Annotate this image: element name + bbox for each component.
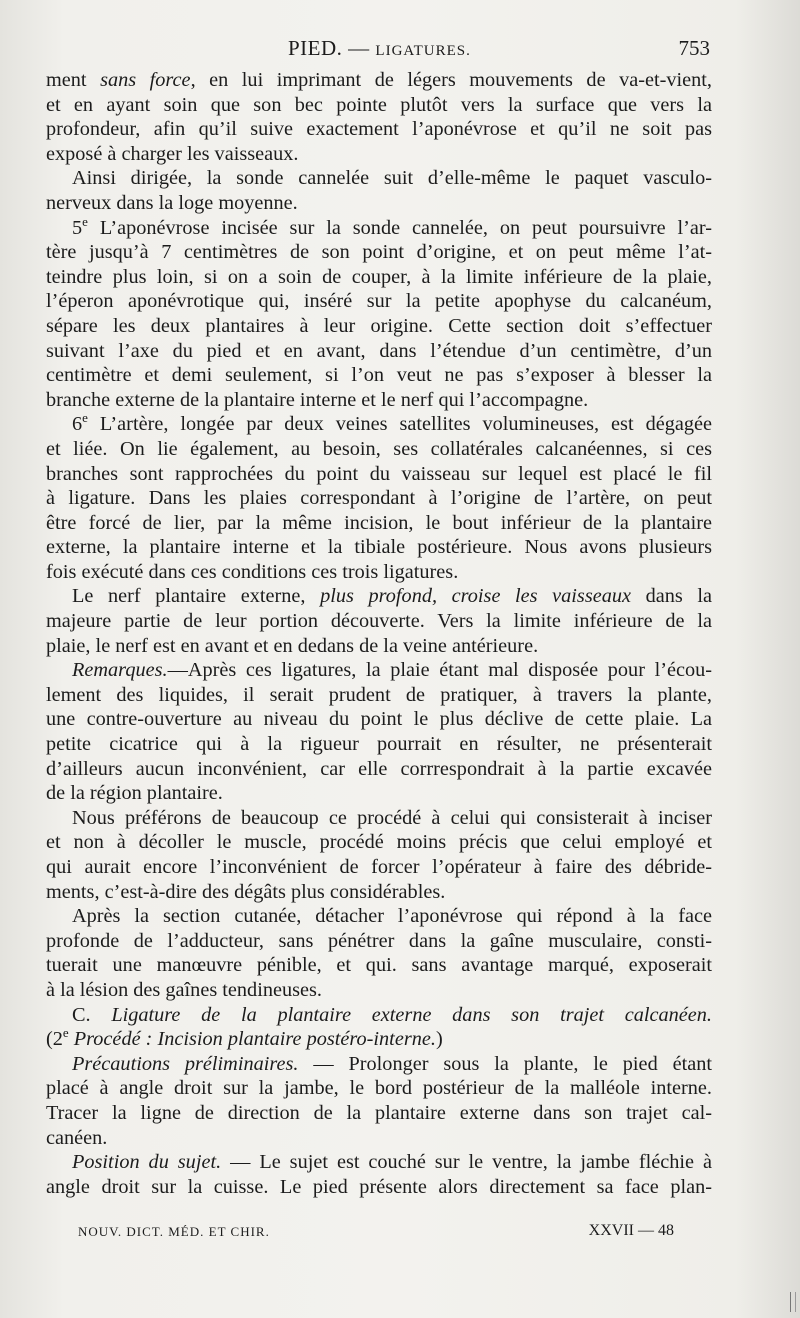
italic-text: sans force: [100, 69, 191, 91]
text-line: [46, 855, 712, 880]
text-line: [46, 240, 712, 265]
text-line: [46, 781, 712, 806]
text-run: à ligature. Dans les plaies correspondant à l’origine de l’artère, on peut: [46, 487, 712, 510]
running-title-sub: LIGATURES.: [375, 43, 471, 59]
text-run: de la région plantaire.: [46, 782, 223, 805]
italic-text: Précautions préliminaires.: [72, 1052, 299, 1075]
text-run: et non à décoller le muscle, procédé moins précis que celui employé et: [46, 831, 712, 854]
text-line: [46, 953, 712, 978]
text-run: et en ayant soin que son bec pointe plutôt vers la surface que vers la: [46, 93, 712, 116]
text-run: Le nerf plantaire externe,: [72, 585, 321, 608]
superscript: e: [82, 213, 88, 229]
text-line: [46, 609, 712, 634]
text-line: [46, 437, 712, 462]
text-line: [46, 584, 712, 609]
text-line: [46, 1150, 712, 1175]
text-line: [46, 412, 712, 437]
text-run: branches sont rapprochées du point du vaisseau sur lequel est placé le fil: [46, 462, 712, 485]
text-line: [46, 314, 712, 339]
text-run: (2: [46, 1028, 63, 1051]
text-line: [46, 265, 712, 290]
text-run: lement des liquides, il serait prudent de pratiquer, à travers la plante,: [46, 683, 712, 706]
text-run: plaie, le nerf est en avant et en dedans de la veine antérieure.: [46, 634, 539, 657]
text-run: —Après ces ligatures, la plaie étant mal disposée pour l’écou-: [167, 659, 712, 682]
text-line: [46, 1027, 712, 1052]
text-run: ments, c’est-à-dire des dégâts plus considérables.: [46, 880, 446, 903]
text-line: [46, 1126, 712, 1151]
italic-text: Remarques.: [72, 659, 168, 682]
page-number: 753: [678, 36, 710, 60]
text-run: L’artère, longée par deux veines satellites volumineuses, est dégagée: [87, 413, 712, 436]
text-line: [46, 929, 712, 954]
text-run: Ainsi dirigée, la sonde cannelée suit d’elle-même le paquet vasculo-: [72, 167, 712, 190]
text-line: [46, 1052, 712, 1077]
text-run: teindre plus loin, si on a soin de couper, à la limite inférieure de la plaie,: [46, 265, 712, 288]
text-line: [46, 117, 712, 142]
italic-text: Procédé : Incision plantaire postéro-interne.: [73, 1028, 436, 1051]
page-footer: [78, 1222, 678, 1244]
text-line: [46, 683, 712, 708]
text-line: [46, 511, 712, 536]
text-run: dans la: [631, 585, 713, 608]
text-run: angle droit sur la cuisse. Le pied présente alors directement sa face plan-: [46, 1175, 712, 1198]
text-run: majeure partie de leur portion découverte. Vers la limite inférieure de la: [46, 610, 712, 633]
text-run: centimètre et demi seulement, si l’on veut ne pas s’exposer à blesser la: [46, 364, 712, 387]
page-header: [46, 36, 712, 66]
text-run: Nous préférons de beaucoup ce procédé à celui qui consisterait à inciser: [72, 806, 712, 829]
text-line: [46, 289, 712, 314]
text-line: [46, 560, 712, 585]
text-run: placé à angle droit sur la jambe, le bord postérieur de la malléole interne.: [46, 1077, 712, 1100]
text-run: exposé à charger les vaisseaux.: [46, 142, 299, 165]
text-line: [46, 363, 712, 388]
text-run: sépare les deux plantaires à leur origine. Cette section doit s’effectuer: [46, 314, 712, 337]
footer-signature: NOUV. DICT. MÉD. ET CHIR.: [78, 1224, 270, 1239]
italic-text: plus profond, croise les vaisseaux: [320, 585, 632, 608]
text-run: 6: [72, 413, 83, 436]
text-line: [46, 757, 712, 782]
text-run: — Le sujet est couché sur le ventre, la jambe fléchie à: [221, 1151, 713, 1174]
text-run: l’éperon aponévrotique qui, inséré sur la petite apophyse du calcanéum,: [46, 290, 712, 313]
text-run: — Prolonger sous la plante, le pied étant: [298, 1052, 712, 1075]
footer-volume-mark: XXVII — 48: [588, 1222, 674, 1239]
text-run: C.: [72, 1003, 112, 1026]
text-run: nerveux dans la loge moyenne.: [46, 191, 298, 214]
superscript: e: [62, 1025, 69, 1041]
text-run: petite cicatrice qui à la rigueur pourrait en résulter, ne présenterait: [46, 733, 712, 756]
text-line: [46, 339, 712, 364]
text-run: canéen.: [46, 1126, 108, 1149]
text-line: [46, 732, 712, 757]
text-run: Tracer la ligne de direction de la plantaire externe dans son trajet cal-: [46, 1101, 712, 1124]
text-line: [46, 68, 712, 93]
text-run: ment: [46, 69, 101, 91]
italic-text: Position du sujet.: [72, 1151, 222, 1174]
text-run: à la lésion des gaînes tendineuses.: [46, 978, 322, 1001]
text-line: [46, 93, 712, 118]
page-edge-mark: [790, 1292, 796, 1312]
text-line: [46, 880, 712, 905]
text-line: [46, 978, 712, 1003]
text-run: une contre-ouverture au niveau du point le plus déclive de cette plaie. La: [46, 708, 712, 731]
text-line: [46, 166, 712, 191]
text-run: profonde de l’adducteur, sans pénétrer dans la gaîne musculaire, consti-: [46, 929, 712, 952]
text-line: [46, 1003, 712, 1028]
text-line: [46, 142, 712, 167]
text-run: tuerait une manœuvre pénible, et qui. sans avantage marqué, exposerait: [46, 954, 712, 977]
text-run: Après la section cutanée, détacher l’aponévrose qui répond à la face: [72, 905, 712, 928]
text-run: qui aurait encore l’inconvénient de forcer l’opérateur à faire des débride-: [46, 856, 712, 878]
text-line: [46, 213, 712, 241]
running-title-dash: —: [348, 36, 370, 60]
text-run: d’ailleurs aucun inconvénient, car elle corrrespondrait à la partie excavée: [46, 757, 712, 780]
text-run: et liée. On lie également, au besoin, ses collatérales calcanéennes, si ces: [46, 437, 712, 460]
text-run: , en lui imprimant de légers mouvements de va-et-vient,: [190, 69, 712, 91]
text-line: [46, 535, 712, 560]
text-run: profondeur, afin qu’il suive exactement l’aponévrose et qu’il ne soit pas: [46, 118, 712, 141]
text-line: [46, 904, 712, 929]
running-title: [288, 36, 471, 61]
text-run: ): [435, 1028, 443, 1051]
text-line: [46, 707, 712, 732]
text-run: être forcé de lier, par la même incision, le bout inférieur de la plantaire: [46, 511, 712, 534]
text-line: [46, 1175, 712, 1200]
text-line: [46, 806, 712, 831]
text-line: [46, 486, 712, 511]
text-run: tère jusqu’à 7 centimètres de son point d’origine, et on peut même l’at-: [46, 241, 712, 264]
text-line: [46, 634, 712, 659]
text-run: suivant l’axe du pied et en avant, dans l’étendue d’un centimètre, d’un: [46, 339, 712, 362]
text-line: [46, 1101, 712, 1126]
text-line: [46, 1076, 712, 1101]
text-run: branche externe de la plantaire interne et le nerf qui l’accompagne.: [46, 388, 589, 411]
text-run: 5: [72, 216, 83, 239]
text-line: [46, 462, 712, 487]
text-run: L’aponévrose incisée sur la sonde cannelée, on peut poursuivre l’ar-: [87, 216, 712, 239]
italic-text: Ligature de la plantaire externe dans son trajet calcanéen.: [111, 1003, 712, 1026]
running-title-main: PIED.: [288, 36, 343, 60]
superscript: e: [82, 410, 88, 426]
text-run: externe, la plantaire interne et la tibiale postérieure. Nous avons plusieurs: [46, 536, 712, 559]
text-line: [46, 830, 712, 855]
text-run: fois exécuté dans ces conditions ces trois ligatures.: [46, 560, 459, 583]
text-line: [46, 658, 712, 683]
body-text: [46, 68, 712, 1199]
text-line: [46, 388, 712, 413]
text-line: [46, 191, 712, 216]
